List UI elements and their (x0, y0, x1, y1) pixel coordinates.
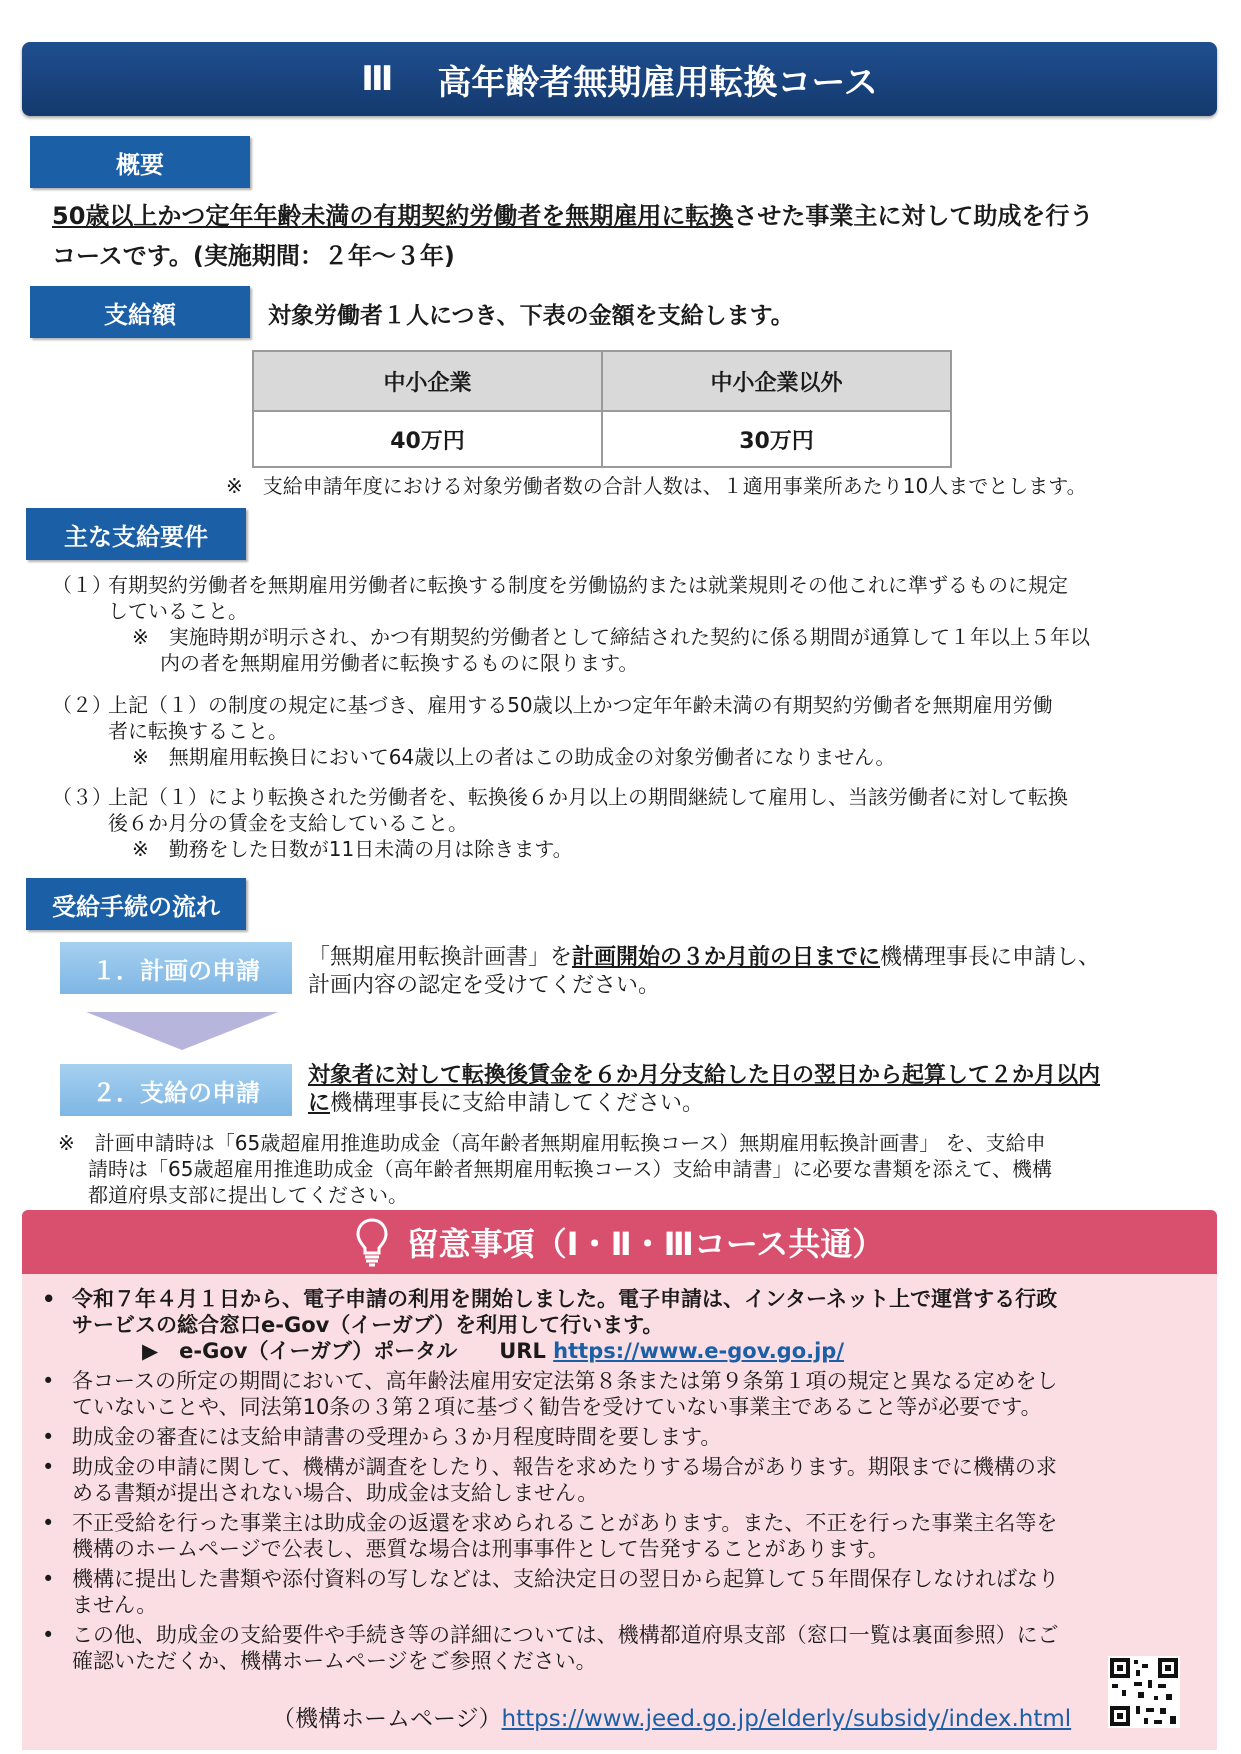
requirement-note: ※ 勤務をした日数が11日未満の月は除きます。 (132, 837, 573, 861)
requirement-line: 上記（１）の制度の規定に基づき、雇用する50歳以上かつ定年年齢未満の有期契約労働者を無期雇用労働 (108, 693, 1053, 717)
requirement-line: 上記（１）により転換された労働者を、転換後６か月以上の期間継続して雇用し、当該労働者に対して転換 (108, 785, 1068, 809)
notice-line: ません。 (72, 1593, 158, 1617)
requirement-number: （２） (52, 693, 112, 717)
step1-text-rest: 機構理事長に申請し、 (880, 945, 1101, 970)
overview-line1-underlined: 50歳以上かつ定年年齢未満の有期契約労働者を無期雇用に転換 (52, 202, 734, 230)
bullet-icon: • (42, 1369, 55, 1393)
notice-list (40, 1286, 1205, 1678)
requirement-line: 後６か月分の賃金を支給していること。 (108, 811, 468, 835)
step2-deadline: 対象者に対して転換後賃金を６か月分支給した日の翌日から起算して２か月以内 (308, 1063, 1101, 1088)
overview-tag: 概要 (30, 136, 250, 188)
homepage-line (272, 1700, 1071, 1733)
step2-deadline-end: に (308, 1091, 331, 1116)
flow-note (58, 1130, 1208, 1208)
egov-portal (72, 1338, 1205, 1364)
requirement-item (52, 572, 1202, 676)
value-sme: 40万円 (253, 411, 602, 467)
course-title: 高年齢者無期雇用転換コース (437, 62, 878, 103)
amount-tag: 支給額 (30, 286, 250, 338)
bullet-icon: • (42, 1425, 55, 1449)
bullet-icon: • (42, 1567, 55, 1591)
header-sme: 中小企業 (253, 351, 602, 411)
down-arrow-icon (86, 1012, 278, 1050)
notice-item (40, 1510, 1205, 1562)
homepage-label: （機構ホームページ） (272, 1706, 502, 1732)
requirements-tag: 主な支給要件 (26, 508, 246, 560)
bullet-icon: • (42, 1455, 55, 1479)
step1-deadline: 計画開始の３か月前の日までに (572, 945, 881, 970)
value-non-sme: 30万円 (602, 411, 951, 467)
step1-text-line2: 計画内容の認定を受けてください。 (308, 973, 661, 998)
step1-text: 「無期雇用転換計画書」を (308, 945, 573, 970)
notice-line: この他、助成金の支給要件や手続き等の詳細については、機構都道府県支部（窓口一覧は裏面参照）にご (72, 1623, 1059, 1647)
step2-text-rest: 機構理事長に支給申請してください。 (330, 1091, 705, 1116)
notice-line: める書類が提出されない場合、助成金は支給しません。 (72, 1481, 599, 1505)
amount-lead: 対象労働者１人につき、下表の金額を支給します。 (268, 303, 794, 329)
notice-header (22, 1210, 1217, 1274)
step1-description (308, 944, 1208, 1000)
flow-tag: 受給手続の流れ (26, 878, 246, 930)
lightbulb-icon (355, 1217, 389, 1267)
notice-item (40, 1566, 1205, 1618)
notice-line: 機構に提出した書類や添付資料の写しなどは、支給決定日の翌日から起算して５年間保存しなければなり (72, 1567, 1059, 1591)
requirement-line: 有期契約労働者を無期雇用労働者に転換する制度を労働協約または就業規則その他これに準ずるものに規定 (108, 573, 1068, 597)
notice-item (40, 1454, 1205, 1506)
requirement-note: ※ 無期雇用転換日において64歳以上の者はこの助成金の対象労働者になりません。 (132, 745, 896, 769)
flow-note-line: 請時は「65歳超雇用推進助成金（高年齢者無期雇用転換コース）支給申請書」に必要な書類を添えて、機構 (88, 1157, 1053, 1181)
requirement-item (52, 692, 1202, 770)
notice-item (40, 1286, 1205, 1364)
notice-line: 機構のホームページで公表し、悪質な場合は刑事事件として告発することがあります。 (72, 1537, 889, 1561)
flow-note-line: ※ 計画申請時は「65歳超雇用推進助成金（高年齢者無期雇用転換コース）無期雇用転換計画書」 を、支給申 (58, 1131, 1046, 1155)
egov-link[interactable]: https://www.e-gov.go.jp/ (553, 1339, 845, 1363)
grant-amount-table (252, 350, 952, 468)
notice-line: ていないことや、同法第10条の３第２項に基づく勧告を受けていない事業主であること等が必要です。 (72, 1395, 1042, 1419)
requirement-note: 内の者を無期雇用労働者に転換するものに限ります。 (160, 651, 639, 675)
bullet-icon: • (42, 1623, 55, 1647)
bullet-icon: • (42, 1511, 55, 1535)
notice-line: 確認いただくか、機構ホームページをご参照ください。 (72, 1649, 597, 1673)
overview-line1-rest: させた事業主に対して助成を行う (733, 202, 1094, 230)
notice-line: 助成金の審査には支給申請書の受理から３か月程度時間を要します。 (72, 1425, 722, 1449)
overview-text (52, 196, 1202, 276)
flow-note-line: 都道府県支部に提出してください。 (88, 1183, 408, 1207)
homepage-link[interactable]: https://www.jeed.go.jp/elderly/subsidy/index.html (501, 1706, 1072, 1732)
requirement-note: ※ 実施時期が明示され、かつ有期契約労働者として締結された契約に係る期間が通算して１年以上５年以 (132, 625, 1090, 649)
course-number: Ⅲ (361, 59, 394, 99)
requirement-number: （３） (52, 785, 112, 809)
notice-line: 令和７年４月１日から、電子申請の利用を開始しました。電子申請は、インターネット上で運営する行政 (72, 1287, 1058, 1311)
notice-line: 不正受給を行った事業主は助成金の返還を求められることがあります。また、不正を行った事業主名等を (72, 1511, 1058, 1535)
step-payment-application: ２．支給の申請 (60, 1064, 292, 1116)
qr-code-icon (1108, 1656, 1180, 1728)
overview-line2: コースです。(実施期間：２年～３年) (52, 242, 455, 270)
notice-line: 助成金の申請に関して、機構が調査をしたり、報告を求めたりする場合があります。期限までに機構の求 (72, 1455, 1057, 1479)
notice-title: 留意事項（Ⅰ・Ⅱ・Ⅲコース共通） (406, 1225, 885, 1263)
portal-label: ▶ e-Gov（イーガブ）ポータル URL (142, 1339, 546, 1363)
notice-item (40, 1424, 1205, 1450)
notice-item (40, 1622, 1205, 1674)
requirement-item (52, 784, 1202, 862)
requirement-number: （１） (52, 573, 112, 597)
requirement-line: 者に転換すること。 (108, 719, 288, 743)
notice-item (40, 1368, 1205, 1420)
bullet-icon: • (42, 1287, 56, 1311)
notice-line: サービスの総合窓口e-Gov（イーガブ）を利用して行います。 (72, 1313, 664, 1337)
step2-description (308, 1062, 1208, 1118)
notice-line: 各コースの所定の期間において、高年齢法雇用安定法第８条または第９条第１項の規定と異なる定めをし (72, 1369, 1058, 1393)
header-non-sme: 中小企業以外 (602, 351, 951, 411)
page-title (22, 42, 1217, 116)
amount-note: ※ 支給申請年度における対象労働者数の合計人数は、１適用事業所あたり10人までとします。 (226, 474, 1087, 498)
step-plan-application: １．計画の申請 (60, 942, 292, 994)
requirement-line: していること。 (108, 599, 248, 623)
